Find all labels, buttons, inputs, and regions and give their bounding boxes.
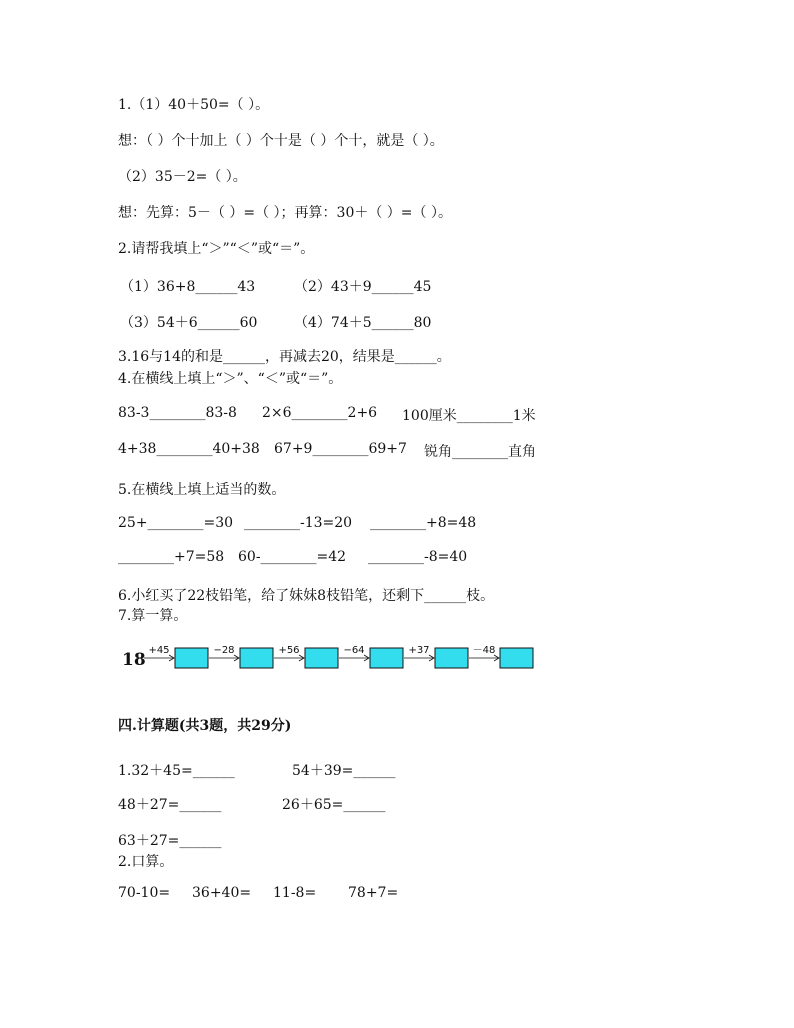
q2-item: （2）43＋9______45 <box>294 279 432 295</box>
oral-calc-item: 70-10= <box>118 885 171 901</box>
question-6: 6.小红买了22枝铅笔，给了妹妹8枝铅笔，还剩下______枝。 <box>118 588 495 604</box>
q5-item: ________-13=20 <box>244 515 353 531</box>
q7-title: 7.算一算。 <box>118 608 188 624</box>
q2-title: 2.请帮我填上“＞”“＜”或“＝”。 <box>118 241 315 257</box>
answer-box[interactable] <box>175 648 208 668</box>
q4-item: 锐角________直角 <box>424 444 536 460</box>
chain-operation-label: +56 <box>278 645 300 656</box>
q5-item: 25+________=30 <box>118 515 234 531</box>
q1-part-b: （2）35－2=（ ）。 <box>118 169 247 185</box>
oral-calc-item: 11-8= <box>273 885 317 901</box>
chain-step <box>274 645 338 668</box>
chain-operation-label: +37 <box>408 645 430 656</box>
q5-item: 60-________=42 <box>238 549 347 565</box>
chain-operation-label: −64 <box>343 645 365 656</box>
chain-operation-label: －48 <box>472 645 496 656</box>
chain-start-number: 18 <box>122 650 146 670</box>
oral-calc-item: 36+40= <box>192 885 252 901</box>
q1-part-a: 1.（1）40＋50=（ ）。 <box>118 97 270 113</box>
q2-item: （3）54＋6______60 <box>120 315 258 331</box>
calc-item: 48＋27=______ <box>118 797 222 813</box>
chain-step <box>404 645 468 668</box>
chain-step <box>339 645 403 668</box>
q4-title: 4.在横线上填上“＞”、“＜”或“＝”。 <box>118 371 343 387</box>
q4-item: 67+9________69+7 <box>274 441 407 457</box>
section-4-title: 四.计算题(共3题，共29分) <box>118 718 292 734</box>
oral-calc-item: 78+7= <box>348 885 399 901</box>
q5-item: ________-8=40 <box>368 549 468 565</box>
calc-chain-diagram <box>118 642 558 674</box>
calc-item: 54＋39=______ <box>292 763 396 779</box>
chain-step <box>209 645 273 668</box>
q4-item: 83-3________83-8 <box>118 405 237 421</box>
q4-item: 2×6________2+6 <box>262 405 378 421</box>
oral-calc-title: 2.口算。 <box>118 854 174 870</box>
question-3: 3.16与14的和是______，再减去20，结果是______。 <box>118 349 451 365</box>
answer-box[interactable] <box>500 648 533 668</box>
answer-box[interactable] <box>240 648 273 668</box>
q1-part-b-think: 想：先算：5－（ ）=（ ）；再算：30＋（ ）=（ ）。 <box>118 205 452 221</box>
q2-item: （4）74＋5______80 <box>294 315 432 331</box>
answer-box[interactable] <box>435 648 468 668</box>
answer-box[interactable] <box>305 648 338 668</box>
chain-operation-label: +45 <box>148 645 170 656</box>
q4-item: 4+38________40+38 <box>118 441 260 457</box>
q5-item: ________+8=48 <box>370 515 477 531</box>
calc-item: 26＋65=______ <box>282 797 386 813</box>
chain-operation-label: −28 <box>213 645 235 656</box>
q1-part-a-think: 想：（ ）个十加上（ ）个十是（ ）个十，就是（ ）。 <box>118 133 444 149</box>
q5-title: 5.在横线上填上适当的数。 <box>118 482 286 498</box>
q4-item: 100厘米________1米 <box>402 408 536 424</box>
calc-item: 1.32＋45=______ <box>118 763 235 779</box>
chain-step <box>469 645 533 668</box>
q2-item: （1）36+8______43 <box>120 279 256 295</box>
calc-item: 63＋27=______ <box>118 833 222 849</box>
chain-step <box>144 645 208 668</box>
answer-box[interactable] <box>370 648 403 668</box>
q5-item: ________+7=58 <box>118 549 225 565</box>
